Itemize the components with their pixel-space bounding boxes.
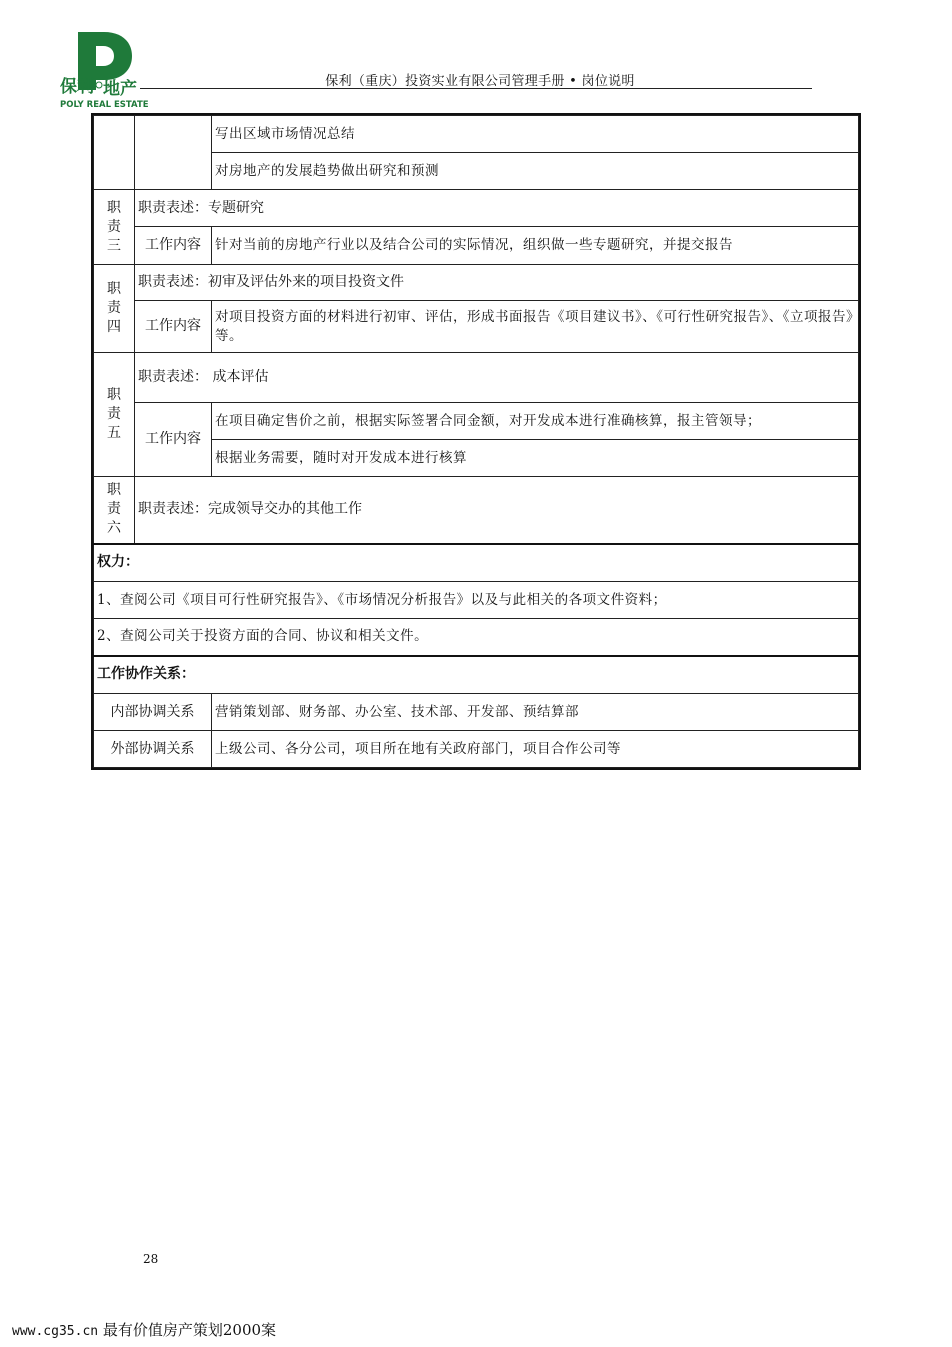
document-header-title: 保利（重庆）投资实业有限公司管理手册 • 岗位说明 [325, 74, 635, 89]
svg-text:地产: 地产 [103, 79, 137, 99]
poly-real-estate-logo [56, 28, 148, 114]
work-content-label: 工作内容 [135, 403, 212, 477]
work-content: 根据业务需要，随时对开发成本进行核算 [212, 440, 859, 477]
work-content-label: 工作内容 [135, 301, 212, 353]
internal-relations-label: 内部协调关系 [94, 694, 212, 731]
internal-relations: 营销策划部、财务部、办公室、技术部、开发部、预结算部 [212, 694, 859, 731]
duty-number: 职 责 六 [94, 477, 135, 544]
footer-url: www.cg35.cn [12, 1324, 99, 1339]
duty-description: 职责表述： 成本评估 [135, 353, 859, 403]
work-content: 对项目投资方面的材料进行初审、评估，形成书面报告《项目建议书》、《可行性研究报告》、《立项报告》等。 [212, 301, 859, 353]
table-row [94, 301, 859, 353]
external-relations-label: 外部协调关系 [94, 731, 212, 768]
authority-item: 1、查阅公司《项目可行性研究报告》、《市场情况分析报告》以及与此相关的各项文件资料； [94, 582, 859, 619]
work-content: 在项目确定售价之前，根据实际签署合同金额，对开发成本进行准确核算，报主管领导； [212, 403, 859, 440]
table-row [94, 694, 859, 731]
table-row [94, 227, 859, 265]
duty-number: 职 责 四 [94, 265, 135, 353]
table-row [94, 619, 859, 656]
table-row [94, 116, 859, 153]
duty-number-cell [94, 116, 135, 190]
svg-text:POLY REAL ESTATE: POLY REAL ESTATE [60, 100, 148, 110]
svg-text:保利: 保利 [60, 77, 94, 97]
work-content-label: 工作内容 [135, 227, 212, 265]
work-label-cell [135, 116, 212, 190]
header-divider [140, 88, 812, 89]
table-row [94, 731, 859, 768]
footer-text: 最有价值房产策划2000案 [102, 1321, 277, 1339]
table-row [94, 582, 859, 619]
duty-number: 职 责 五 [94, 353, 135, 477]
external-relations: 上级公司、各分公司，项目所在地有关政府部门，项目合作公司等 [212, 731, 859, 768]
table-row [94, 544, 859, 582]
table-row [94, 403, 859, 440]
duty-description: 职责表述：专题研究 [135, 190, 859, 227]
authority-heading: 权力： [94, 544, 859, 582]
table-row [94, 265, 859, 301]
work-content: 针对当前的房地产行业以及结合公司的实际情况，组织做一些专题研究，并提交报告 [212, 227, 859, 265]
page-number: 28 [143, 1252, 159, 1266]
duty-description: 职责表述：初审及评估外来的项目投资文件 [135, 265, 859, 301]
relations-heading: 工作协作关系： [94, 656, 859, 694]
footer [12, 1319, 276, 1340]
authority-item: 2、查阅公司关于投资方面的合同、协议和相关文件。 [94, 619, 859, 656]
table-row [94, 353, 859, 403]
job-description-table [93, 115, 859, 768]
table-row [94, 190, 859, 227]
duty-description: 职责表述：完成领导交办的其他工作 [135, 477, 859, 544]
table-row [94, 477, 859, 544]
table-row [94, 656, 859, 694]
work-content: 写出区域市场情况总结 [212, 116, 859, 153]
work-content: 对房地产的发展趋势做出研究和预测 [212, 153, 859, 190]
duty-number: 职 责 三 [94, 190, 135, 265]
logo-graphic [56, 28, 148, 114]
